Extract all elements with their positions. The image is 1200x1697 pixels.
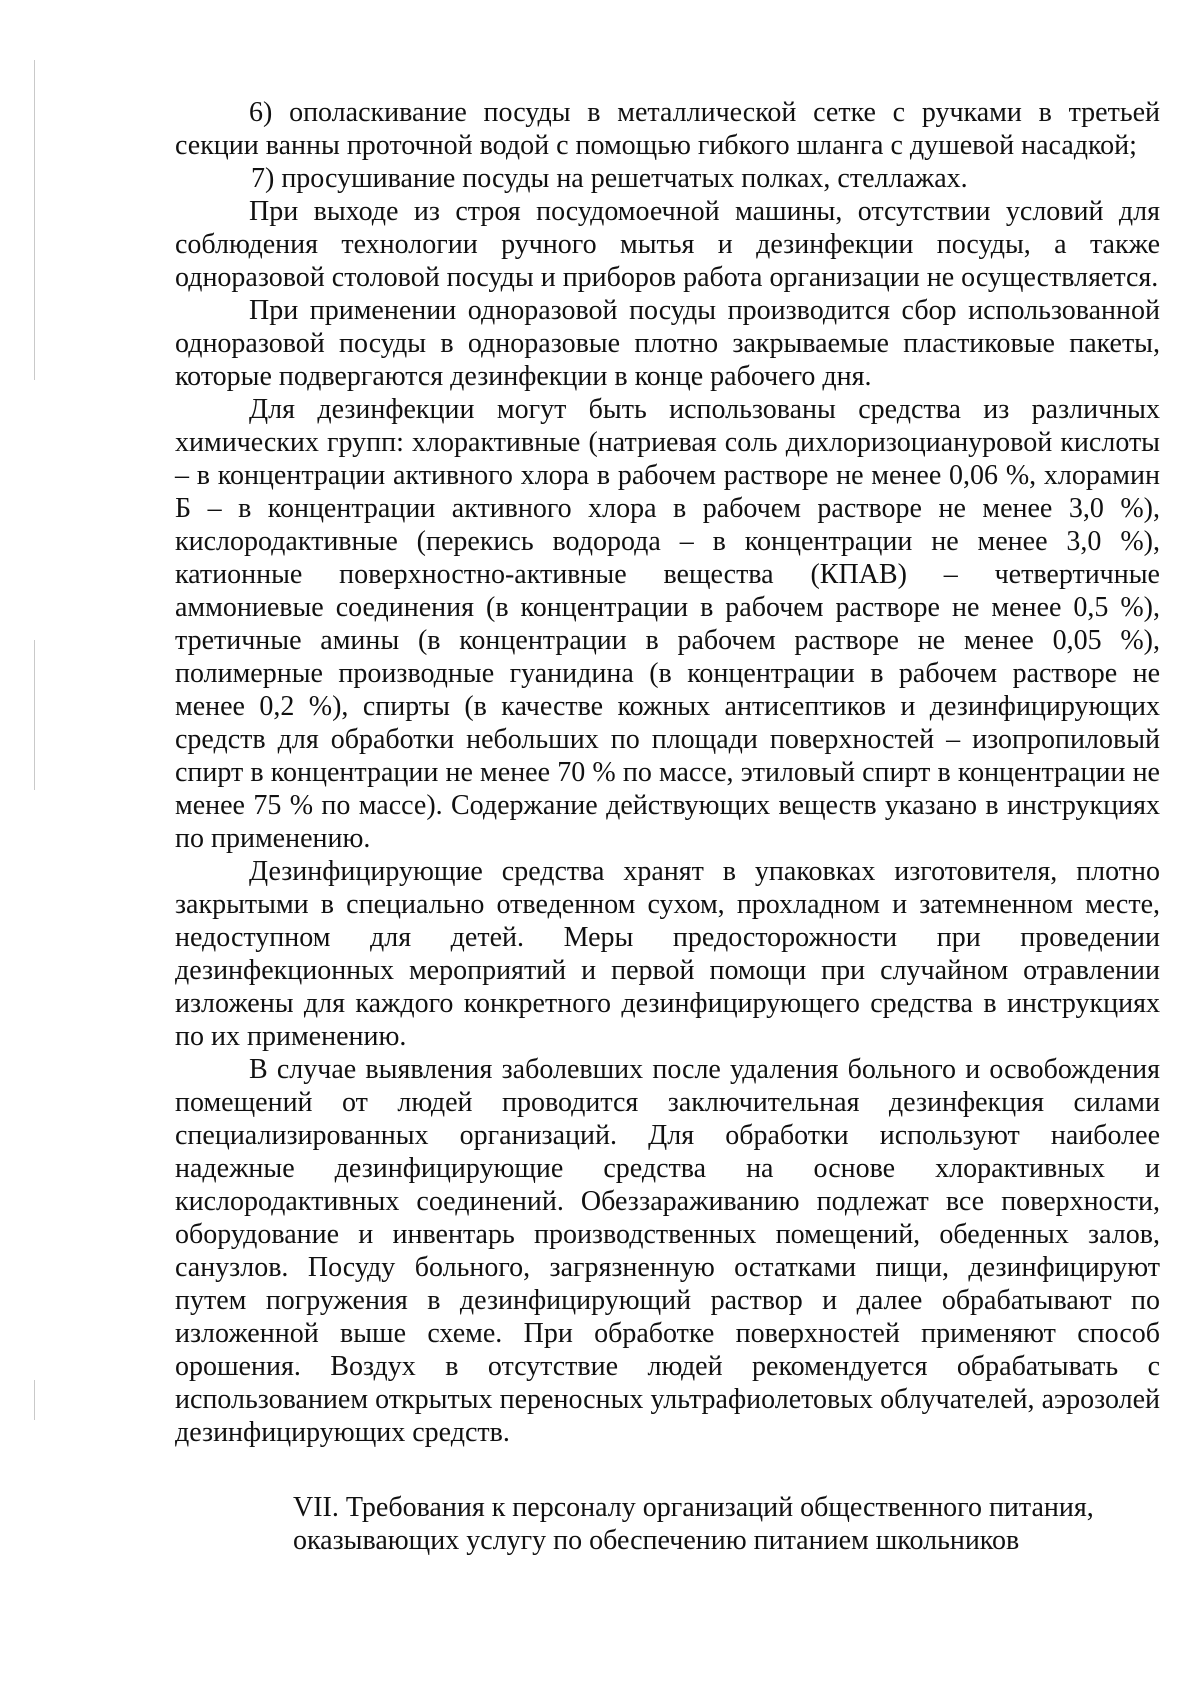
section-heading-line: VII. Требования к персоналу организаций общественного питания,: [293, 1492, 1094, 1523]
paragraph-item-6: 6) ополаскивание посуды в металлической сетке с ручками в третьей секции ванны проточной водой с помощью гибкого шланга с душевой насадкой;: [175, 97, 1160, 161]
scan-artifact-line: [34, 1380, 35, 1420]
paragraph-disinfectants: Для дезинфекции могут быть использованы средства из различных химических групп: хлорактивные (натриевая соль дихлоризоциануровой кислоты – в концентрации активного хлора в рабочем растворе не менее 0,06 %, хлорамин Б – в концентрации активного хлора в рабочем растворе не менее 3,0 %), кислородактивные (перекись водорода – в концентрации не менее 3,0 %), катионные поверхностно-активные вещества (КПАВ) – четвертичные аммониевые соединения (в концентрации в рабочем растворе не менее 0,5 %), третичные амины (в концентрации в рабочем растворе не менее 0,05 %), полимерные производные гуанидина (в концентрации в рабочем растворе не менее 0,2 %), спирты (в качестве кожных антисептиков и дезинфицирующих средств для обработки небольших по площади поверхностей – изопропиловый спирт в концентрации не менее 70 % по массе, этиловый спирт в концентрации не менее 75 % по массе). Содержание действующих веществ указано в инструкциях по применению.: [175, 394, 1160, 854]
paragraph-final-disinfection: В случае выявления заболевших после удаления больного и освобождения помещений от людей проводится заключительная дезинфекция силами специализированных организаций. Для обработки используют наиболее надежные дезинфицирующие средства на основе хлорактивных и кислородактивных соединений. Обеззараживанию подлежат все поверхности, оборудование и инвентарь производственных помещений, обеденных залов, санузлов. Посуду больного, загрязненную остатками пищи, дезинфицируют путем погружения в дезинфицирующий раствор и далее обрабатывают по изложенной выше схеме. При обработке поверхностей применяют способ орошения. Воздух в отсутствие людей рекомендуется обрабатывать с использованием открытых переносных ультрафиолетовых облучателей, аэрозолей дезинфицирующих средств.: [175, 1054, 1160, 1448]
section-heading-line: оказывающих услугу по обеспечению питанием школьников: [293, 1525, 1020, 1556]
scan-artifact-line: [34, 640, 35, 790]
document-page: [175, 96, 1160, 1557]
paragraph-item-7: 7) просушивание посуды на решетчатых полках, стеллажах.: [251, 163, 968, 194]
paragraph-dishwasher-failure: При выходе из строя посудомоечной машины, отсутствии условий для соблюдения технологии ручного мытья и дезинфекции посуды, а также одноразовой столовой посуды и приборов работа организации не осуществляется.: [175, 196, 1160, 293]
section-heading: [175, 1491, 1160, 1557]
paragraph-storage: Дезинфицирующие средства хранят в упаковках изготовителя, плотно закрытыми в специально отведенном сухом, прохладном и затемненном месте, недоступном для детей. Меры предосторожности при проведении дезинфекционных мероприятий и первой помощи при случайном отравлении изложены для каждого конкретного дезинфицирующего средства в инструкциях по их применению.: [175, 856, 1160, 1052]
paragraph-disposable-dishes: При применении одноразовой посуды производится сбор использованной одноразовой посуды в одноразовые плотно закрываемые пластиковые пакеты, которые подвергаются дезинфекции в конце рабочего дня.: [175, 295, 1160, 392]
scan-artifact-line: [34, 60, 35, 380]
